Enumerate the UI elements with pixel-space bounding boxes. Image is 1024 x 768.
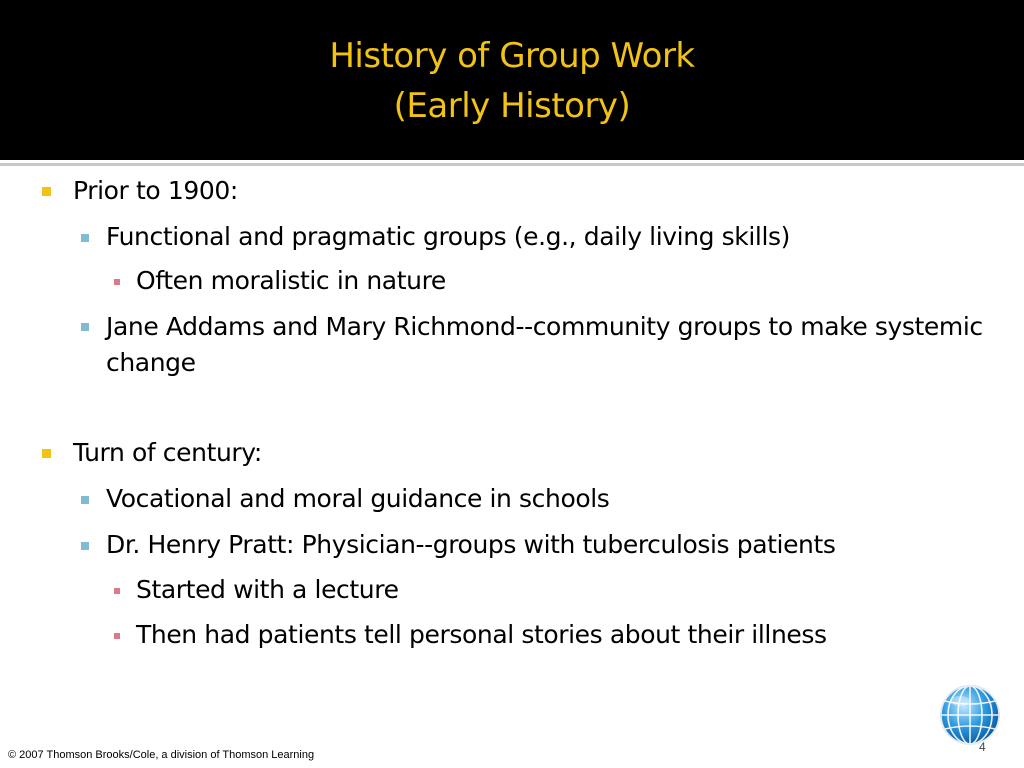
bullet-text: Often moralistic in nature <box>136 266 446 295</box>
slide-title-line-1: History of Group Work <box>329 36 695 76</box>
bullet-vocational-guidance <box>106 482 609 516</box>
bullet-addams-richmond <box>106 309 1006 381</box>
bullet-moralistic <box>136 264 446 298</box>
bullet-text: Started with a lecture <box>136 575 399 604</box>
bullet-functional-groups <box>106 220 790 254</box>
slide-title-line-2: (Early History) <box>393 86 631 126</box>
square-bullet-icon <box>81 234 89 242</box>
bullet-text: Prior to 1900: <box>73 176 238 205</box>
bullet-text: Then had patients tell personal stories about their illness <box>136 620 827 649</box>
bullet-turn-of-century <box>73 436 262 470</box>
globe-icon[interactable] <box>938 683 1002 747</box>
square-bullet-icon <box>81 542 89 550</box>
title-bar <box>0 0 1024 160</box>
square-bullet-icon <box>81 323 89 331</box>
copyright-footer: © 2007 Thomson Brooks/Cole, a division of Thomson Learning <box>8 749 315 761</box>
square-bullet-icon <box>81 496 89 504</box>
bullet-personal-stories <box>136 618 827 652</box>
page-number: 4 <box>979 740 986 754</box>
square-bullet-icon <box>42 449 51 458</box>
title-divider-shadow <box>0 163 1024 166</box>
bullet-text: Functional and pragmatic groups (e.g., daily living skills) <box>106 222 790 251</box>
bullet-started-lecture <box>136 573 399 607</box>
square-bullet-icon <box>114 633 120 639</box>
bullet-text: Dr. Henry Pratt: Physician--groups with tuberculosis patients <box>106 530 836 559</box>
bullet-henry-pratt <box>106 528 836 562</box>
bullet-prior-1900 <box>73 174 238 208</box>
square-bullet-icon <box>114 588 120 594</box>
bullet-text: Turn of century: <box>73 438 262 467</box>
bullet-text: Vocational and moral guidance in schools <box>106 484 610 513</box>
bullet-text: Jane Addams and Mary Richmond--community groups to make systemic change <box>106 312 983 377</box>
square-bullet-icon <box>42 187 51 196</box>
square-bullet-icon <box>114 279 120 285</box>
